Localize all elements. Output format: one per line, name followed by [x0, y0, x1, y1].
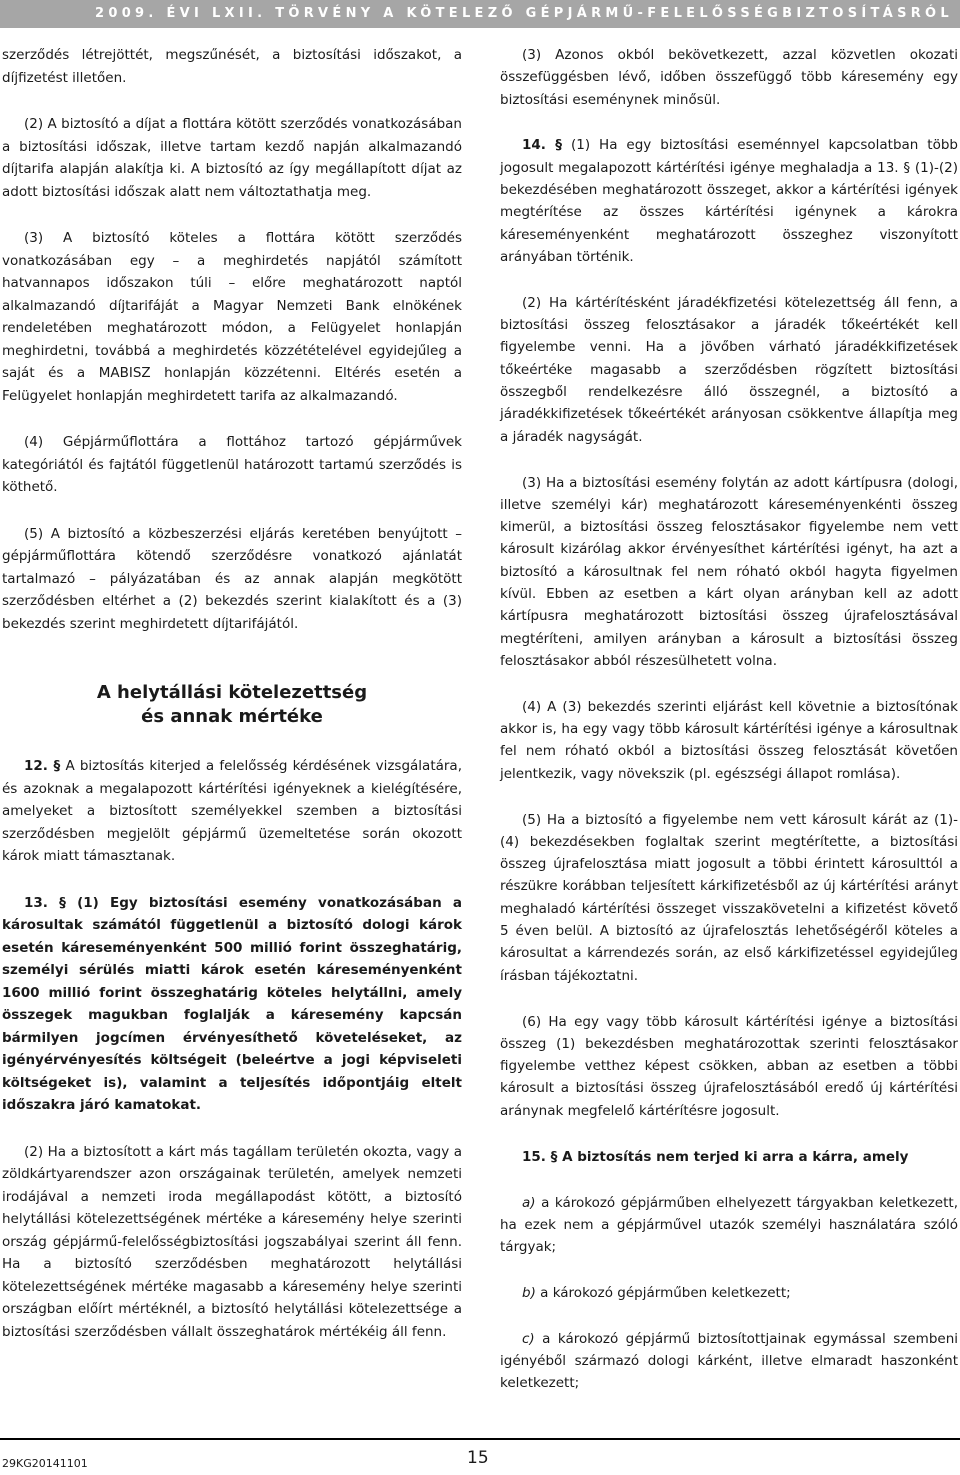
section-14-text: (1) Ha egy biztosítási eseménnyel kapcsolatban több jogosult megalapozott kártérítési igénye meghaladja a 13. § (1)-(2) bekezdésében meghatározott összeget, akkor a kártérítési igények megtérítése az összes kártérítési igénynek a károkra káreseményenként meghatározott összeghez viszonyított arányában történik. [500, 137, 958, 265]
right-paragraph-1: (3) Azonos okból bekövetkezett, azzal közvetlen okozati összefüggésben lévő, időben összefüggő több káresemény egy biztosítási eseménynek minősül. [500, 47, 958, 108]
right-column [500, 44, 958, 1418]
right-paragraph-3: (3) Ha a biztosítási esemény folytán az adott kártípusra (dologi, illetve személyi kár) meghatározott káreseményenkénti összeg kimerül, a biztosítási összeg felosztásakor figyelembe nem vett károsult kizárólag akkor érvényesíthet kártérítési igényt, ha azt a biztosító a károsultnak fel nem róható okból hagyta figyelmen kívül. Ebben az esetben a kárt olyan arányban kell az adott kártípusra meghatározott biztosítási összeg újrafelosztásával megtéríteni, amilyen arányban a károsult a biztosítási összeg felosztásakor abból részesülhetett volna. [500, 474, 958, 669]
list-item-c [500, 1328, 958, 1395]
list-item-b-text: a károkozó gépjárműben keletkezett; [540, 1285, 791, 1301]
left-paragraph-1: szerződés létrejöttét, megszűnését, a biztosítási időszakot, a díjfizetést illetően. [2, 47, 462, 86]
footer-divider [0, 1438, 960, 1440]
footer-document-code: 29KG20141101 [2, 1457, 88, 1470]
list-item-b-letter: b) [522, 1285, 536, 1301]
section-12-number: 12. § [24, 758, 61, 774]
left-paragraph-4: (4) Gépjárműflottára a flottához tartozó gépjárművek kategóriától és fajtától függetlenül határozott tartamú szerződés is köthető. [2, 434, 462, 495]
left-paragraph-3: (3) A biztosító köteles a flottára kötött szerződés vonatkozásában egy – a meghirdetés napjától számított hatvannapos időszakon túli – előre meghatározott naptól alkalmazandó díjtarifáját a Magyar Nemzeti Bank elnökének rendeletében meghatározott módon, a Felügyelet honlapján meghirdetni, továbbá a meghirdetés közzétételével egyidejűleg a saját és a MABISZ honlapján közzétenni. Eltérés esetén a Felügyelet honlapján meghirdetett tarifa az alkalmazandó. [2, 230, 462, 404]
section-heading-line-1: A helytállási kötelezettség [96, 682, 368, 703]
section-14 [500, 134, 958, 268]
section-13-text: (1) Egy biztosítási esemény vonatkozásában a károsultak számától függetlenül a biztosító dologi károk esetén káreseményenként 500 millió forint összeghatárig, személyi sérülés miatti károk esetén káreseményenként 1600 millió forint összeghatárig köteles helytállni, amely összegek magukban foglalják a káresemény kapcsán bármilyen jogcímen érvényesíthető követeléseket, az igényérvényesítés költségeit (beleértve a jogi képviseleti költségeket is), valamint a teljesítés időpontjáig eltelt időszakra járó kamatokat. [2, 894, 462, 1113]
right-paragraph-4: (4) A (3) bekezdés szerinti eljárást kell követnie a biztosítónak akkor is, ha egy vagy több károsult kártérítési igénye a károsultnak fel nem róható okból a biztosítási összeg felosztását követően jelentkezik, vagy növekszik (pl. egészségi állapot romlása). [500, 698, 958, 782]
list-item-b [500, 1282, 958, 1304]
right-paragraph-6: (6) Ha egy vagy több károsult kártérítési igénye a biztosítási összeg (1) bekezdésben meghatározottak szerinti felosztásakor figyelembe vetthez képest csökken, abban az esetben a többi károsult a biztosítási összeg újrafelosztásából eredő új kártérítési aránynak megfelelő kártérítésre jogosult. [500, 1013, 958, 1119]
section-14-number: 14. § [522, 137, 563, 154]
section-heading [2, 681, 462, 729]
section-13-paragraph-2: (2) Ha a biztosított a kárt más tagállam területén okozta, vagy a zöldkártyarendszer azon országainak területén, amelyek nemzeti irodájával a nemzeti iroda megállapodást kötött, a biztosító helytállási kötelezettségének mértéke a káresemény helye szerinti ország gépjármű-felelősségbiztosítási jogszabályai szerint áll fenn. Ha a biztosító szerződésben meghatározott helytállási kötelezettségének mértéke magasabb a káresemény helye szerinti országban előírt mértéknél, a biztosító helytállási kötelezettsége a biztosítási szerződésben vállalt összeghatárok mértékéig áll fenn. [2, 1143, 462, 1340]
list-item-a [500, 1192, 958, 1259]
section-13-number: 13. § [24, 894, 66, 911]
section-12-text: A biztosítás kiterjed a felelősség kérdésének vizsgálatára, és azoknak a megalapozott kártérítési igényeknek a kielégítésére, amelyeket a biztosított személyekkel szemben a biztosítási szerződésben megjelölt gépjármű üzemeltetése során okozott károk miatt támasztanak. [2, 758, 462, 864]
left-column [2, 44, 462, 1367]
list-item-a-text: a károkozó gépjárműben elhelyezett tárgyakban keletkezett, ha ezek nem a gépjárművel utazók személyi használatára szóló tárgyak; [500, 1194, 958, 1256]
list-item-a-letter: a) [522, 1194, 536, 1211]
list-item-c-text: a károkozó gépjármű biztosítottjainak egymással szembeni igényéből származó dologi kárként, illetve elmaradt haszonként keletkezett; [500, 1330, 958, 1392]
section-15 [500, 1146, 958, 1168]
section-12 [2, 755, 462, 868]
right-paragraph-5: (5) Ha a biztosító a figyelembe nem vett károsult kárát az (1)-(4) bekezdésekben foglaltak szerint megtérítette, a biztosítási összeg újrafelosztása miatt jogosult a többi érintett károsulttól a részükre korábban teljesített kárkifizetésből az új kártérítési arányt meghaladó kártérítési összeget visszakövetelni a kifizetést követő 5 éven belül. A biztosító az újrafelosztás lehetőségéről köteles a károsultat a kárrendezés során, az első kárkifizetéssel egyidejűleg írásban tájékoztatni. [500, 811, 958, 984]
page-number: 15 [467, 1448, 489, 1468]
section-15-text: A biztosítás nem terjed ki arra a kárra, amely [562, 1148, 909, 1165]
running-header [0, 0, 960, 28]
left-paragraph-5: (5) A biztosító a közbeszerzési eljárás keretében benyújtott – gépjárműflottára kötendő szerződésre vonatkozó ajánlatát tartalmazó – pályázatában és az annak alapján megkötött szerződésben eltérhet a (2) bekezdés szerint kialakított és a (3) bekezdés szerint meghirdetett díjtarifájától. [2, 525, 462, 632]
section-15-number: 15. § [522, 1148, 558, 1165]
left-paragraph-2: (2) A biztosító a díjat a flottára kötött szerződés vonatkozásában a biztosítási időszak, illetve tartam kezdő napján alkalmazandó díjtarifa alapján alakítja ki. A biztosító az így megállapított díjat az adott biztosítási időszak alatt nem változtathatja meg. [2, 116, 462, 200]
list-item-c-letter: c) [522, 1330, 535, 1347]
right-paragraph-2: (2) Ha kártérítésként járadékfizetési kötelezettség áll fenn, a biztosítási összeg felosztásakor a járadék tőkeértékét kell figyelembe venni. Ha a jövőben várható járadékkifizetések tőkeértéke magasabb a szerződésben rögzített biztosítási összegből rendelkezésre álló összegnél, a biztosító a járadékkifizetések tőkeértékét arányosan csökkentve állapítja meg a járadék nagyságát. [500, 294, 958, 445]
running-title: 2009. ÉVI LXII. TÖRVÉNY A KÖTELEZŐ GÉPJÁRMŰ-FELELŐSSÉGBIZTOSÍTÁSRÓL [95, 6, 953, 21]
section-heading-line-2: és annak mértéke [141, 706, 323, 727]
section-13 [2, 892, 462, 1117]
